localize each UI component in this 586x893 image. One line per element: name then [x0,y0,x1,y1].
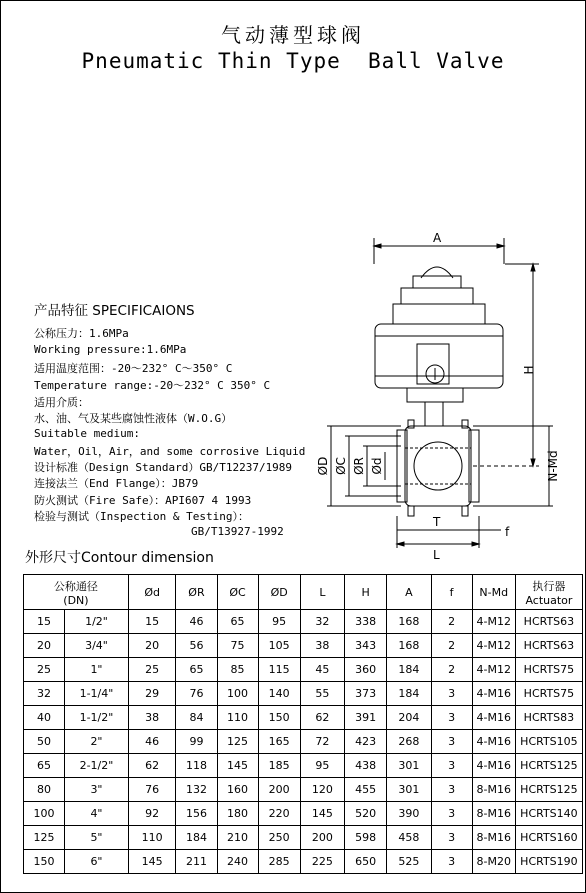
cell-dia-c: 110 [217,706,258,730]
cell-dn: 65 [24,754,65,778]
cell-n-md: 8-M16 [472,778,515,802]
cell-dia-D: 140 [258,682,300,706]
cell-f: 3 [431,778,472,802]
cell-dn: 20 [24,634,65,658]
cell-f: 3 [431,754,472,778]
cell-a: 204 [387,706,431,730]
cell-dia-D: 220 [258,802,300,826]
cell-size-inch: 2-1/2" [65,754,129,778]
cell-dia-D: 185 [258,754,300,778]
cell-dia-d: 62 [128,754,176,778]
cell-l: 32 [300,610,344,634]
header-h: H [345,575,387,610]
cell-dn: 50 [24,730,65,754]
cell-f: 2 [431,610,472,634]
cell-h: 650 [345,850,387,874]
spec-line-end-flange: 连接法兰（End Flange）：JB79 [34,477,199,490]
table-row [24,802,583,826]
contour-dimension-title: 外形尺寸Contour dimension [25,550,214,566]
cell-dn: 150 [24,850,65,874]
title-english: Pneumatic Thin Type Ball Valve [81,49,505,73]
cell-dn: 80 [24,778,65,802]
cell-dia-r: 46 [176,610,217,634]
cell-f: 3 [431,850,472,874]
cell-l: 225 [300,850,344,874]
cell-actuator: HCRTS63 [515,634,582,658]
cell-dia-D: 200 [258,778,300,802]
cell-a: 301 [387,754,431,778]
cell-dia-c: 145 [217,754,258,778]
cell-h: 455 [345,778,387,802]
header-l: L [300,575,344,610]
cell-f: 3 [431,826,472,850]
cell-size-inch: 5" [65,826,129,850]
actuator-upper-block [393,304,485,324]
cell-n-md: 4-M12 [472,658,515,682]
cell-f: 3 [431,802,472,826]
cell-l: 200 [300,826,344,850]
header-dn-en: (DN) [63,593,89,607]
cell-size-inch: 2" [65,730,129,754]
cell-dia-r: 118 [176,754,217,778]
valve-technical-drawing [301,226,586,566]
arrow-icon [472,542,479,546]
cell-actuator: HCRTS63 [515,610,582,634]
mounting-bracket [407,388,463,402]
cell-l: 145 [300,802,344,826]
cell-n-md: 4-M16 [472,682,515,706]
cell-actuator: HCRTS140 [515,802,582,826]
cell-dn: 15 [24,610,65,634]
cell-size-inch: 6" [65,850,129,874]
cell-l: 55 [300,682,344,706]
header-actuator [515,575,582,610]
header-dia-d: Ød [128,575,176,610]
cell-l: 45 [300,658,344,682]
cell-dia-d: 145 [128,850,176,874]
arrow-icon [374,244,381,248]
cell-f: 2 [431,658,472,682]
label-h: H [522,365,536,375]
ball-outline [414,442,462,490]
label-f: f [505,525,510,539]
cell-f: 3 [431,730,472,754]
cell-dn: 40 [24,706,65,730]
cell-dia-d: 76 [128,778,176,802]
cell-n-md: 4-M16 [472,706,515,730]
spec-line-fire-safe: 防火测试（Fire Safe）：API607 4 1993 [34,494,252,507]
cell-dia-r: 56 [176,634,217,658]
cell-dia-D: 105 [258,634,300,658]
arrow-icon [531,264,535,271]
header-dia-r: ØR [176,575,217,610]
header-f: f [431,575,472,610]
spec-line-working-pressure: Working pressure:1.6MPa [34,343,187,356]
table-row [24,682,583,706]
header-actuator-cn: 执行器 [532,579,566,593]
cell-dia-c: 75 [217,634,258,658]
cell-dia-D: 150 [258,706,300,730]
cell-dia-c: 65 [217,610,258,634]
cell-dia-r: 132 [176,778,217,802]
actuator-top-cap [401,288,473,304]
table-row [24,850,583,874]
table-row [24,610,583,634]
header-n-md: N-Md [472,575,515,610]
cell-dia-D: 95 [258,610,300,634]
cell-a: 168 [387,634,431,658]
cell-actuator: HCRTS160 [515,826,582,850]
cell-h: 391 [345,706,387,730]
cell-l: 72 [300,730,344,754]
cell-n-md: 4-M16 [472,730,515,754]
cell-dn: 25 [24,658,65,682]
cell-l: 38 [300,634,344,658]
cell-size-inch: 3" [65,778,129,802]
cell-n-md: 4-M16 [472,754,515,778]
bolt-stud [408,506,414,516]
cell-dia-r: 156 [176,802,217,826]
cell-dia-c: 125 [217,730,258,754]
cell-dia-D: 115 [258,658,300,682]
cell-h: 423 [345,730,387,754]
table-row [24,658,583,682]
cell-dia-D: 285 [258,850,300,874]
solenoid-block [417,344,449,384]
label-dia-d: ØD [316,456,330,476]
arrow-icon [397,542,404,546]
cell-l: 120 [300,778,344,802]
table-row [24,634,583,658]
cell-dia-r: 211 [176,850,217,874]
cell-dia-c: 240 [217,850,258,874]
actuator-indicator-base [413,276,461,288]
spec-line-medium-cn: 水、油、气及某些腐蚀性液体（W.O.G） [34,412,233,425]
label-a: A [433,231,442,245]
table-row [24,826,583,850]
cell-a: 301 [387,778,431,802]
cell-f: 2 [431,634,472,658]
spec-line-medium-en-label: Suitable medium: [34,427,140,440]
cell-actuator: HCRTS75 [515,658,582,682]
table-row [24,754,583,778]
table-row [24,730,583,754]
table-body [24,610,583,874]
cell-dia-d: 25 [128,658,176,682]
cell-h: 373 [345,682,387,706]
cell-h: 438 [345,754,387,778]
cell-l: 95 [300,754,344,778]
cell-a: 458 [387,826,431,850]
cell-a: 390 [387,802,431,826]
header-dia-D: ØD [258,575,300,610]
cell-h: 520 [345,802,387,826]
cell-a: 525 [387,850,431,874]
cell-h: 338 [345,610,387,634]
cell-a: 168 [387,610,431,634]
header-actuator-en: Actuator [525,593,573,607]
cell-n-md: 8-M16 [472,802,515,826]
cell-n-md: 4-M12 [472,610,515,634]
valve-stem [425,402,443,426]
cell-actuator: HCRTS75 [515,682,582,706]
spec-line-design-standard: 设计标准（Design Standard）GB/T12237/1989 [34,461,293,474]
arrow-icon [497,244,504,248]
cell-dia-c: 210 [217,826,258,850]
spec-line-medium-cn-label: 适用介质： [34,396,89,409]
cell-dia-d: 92 [128,802,176,826]
label-n-md: N-Md [546,450,560,482]
cell-l: 62 [300,706,344,730]
cell-actuator: HCRTS83 [515,706,582,730]
cell-dia-d: 46 [128,730,176,754]
spec-line-inspection: 检验与测试（Inspection & Testing）： [34,510,249,523]
header-a: A [387,575,431,610]
cell-dia-c: 85 [217,658,258,682]
cell-dn: 125 [24,826,65,850]
label-dia-c: ØC [334,457,348,475]
cell-dn: 32 [24,682,65,706]
cell-actuator: HCRTS125 [515,778,582,802]
label-dia-r: ØR [352,457,366,475]
cell-a: 184 [387,658,431,682]
table-row [24,778,583,802]
cell-dia-d: 29 [128,682,176,706]
label-l: L [433,548,440,562]
cell-dia-r: 99 [176,730,217,754]
cell-size-inch: 1" [65,658,129,682]
bolt-stud [462,506,468,516]
dimension-table [23,574,583,874]
spec-line-nominal-pressure: 公称压力：1.6MPa [34,327,129,340]
cell-dia-c: 100 [217,682,258,706]
cell-dia-c: 160 [217,778,258,802]
valve-body [405,426,471,506]
cell-n-md: 4-M12 [472,634,515,658]
cell-dia-r: 184 [176,826,217,850]
table-row [24,706,583,730]
cell-size-inch: 1-1/2" [65,706,129,730]
cell-size-inch: 1-1/4" [65,682,129,706]
cell-actuator: HCRTS125 [515,754,582,778]
header-dn-cn: 公称通径 [53,579,98,593]
specifications-heading: 产品特征 SPECIFICAIONS [34,303,195,319]
cell-h: 343 [345,634,387,658]
arrow-icon [531,459,535,466]
spec-line-temp-cn: 适用温度范围：-20～232° C～350° C [34,362,233,375]
label-dia-d-small: Ød [370,457,384,475]
spec-line-temp-en: Temperature range:-20～232° C 350° C [34,379,271,392]
cell-size-inch: 1/2" [65,610,129,634]
cell-dia-D: 250 [258,826,300,850]
cell-dia-d: 15 [128,610,176,634]
cell-a: 184 [387,682,431,706]
cell-dia-c: 180 [217,802,258,826]
cell-dn: 100 [24,802,65,826]
cell-f: 3 [431,706,472,730]
cell-size-inch: 4" [65,802,129,826]
cell-a: 268 [387,730,431,754]
cell-dia-r: 84 [176,706,217,730]
label-t: T [433,515,441,529]
cell-n-md: 8-M20 [472,850,515,874]
cell-dia-D: 165 [258,730,300,754]
cell-actuator: HCRTS105 [515,730,582,754]
cell-dia-d: 20 [128,634,176,658]
actuator-body [375,324,503,388]
cell-n-md: 8-M16 [472,826,515,850]
cell-h: 598 [345,826,387,850]
cell-h: 360 [345,658,387,682]
cell-dia-d: 38 [128,706,176,730]
cell-dia-r: 76 [176,682,217,706]
cell-size-inch: 3/4" [65,634,129,658]
cell-dia-d: 110 [128,826,176,850]
spec-line-inspection-standard: GB/T13927-1992 [191,525,284,538]
table-header-row [24,575,583,610]
cell-dia-r: 65 [176,658,217,682]
cell-actuator: HCRTS190 [515,850,582,874]
header-dia-c: ØC [217,575,258,610]
header-nominal-diameter [24,575,129,610]
cell-f: 3 [431,682,472,706]
title-chinese: 气动薄型球阀 [221,23,365,47]
spec-line-medium-en: Water，Oil，Air，and some corrosive Liquid [34,445,306,458]
